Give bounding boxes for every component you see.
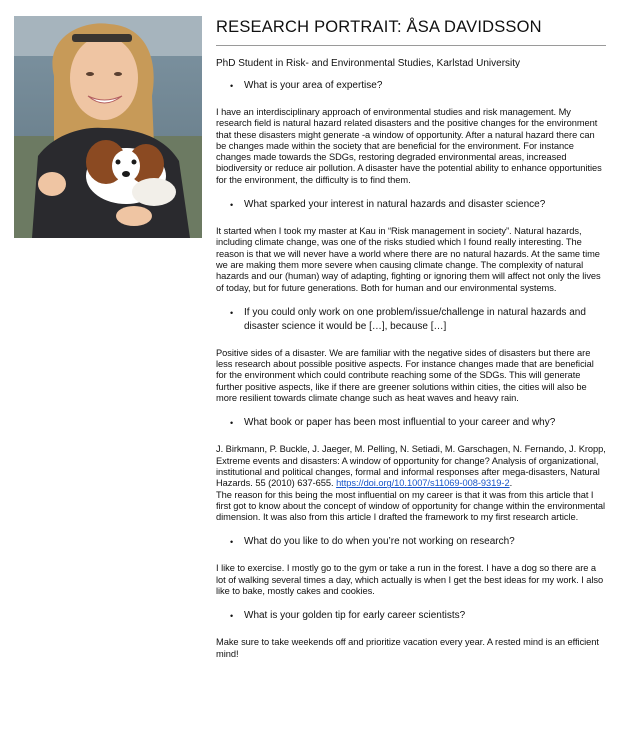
answer-3: Positive sides of a disaster. We are familiar with the negative sides of disasters but there are less research about possible positive aspects. For instance changes made that are beneficial for the environment which could contribute reaching some of the SDGs. This will generate further positive aspects, like if there are greener solutions within cities, the cities will also be more resilient towards climate change such as heat waves and heavy rain. — [216, 347, 594, 404]
doi-link[interactable]: https://doi.org/10.1007/s11069-008-9319-2 — [336, 478, 510, 489]
article-content — [216, 14, 606, 672]
answer-4: J. Birkmann, P. Buckle, J. Jaeger, M. Pelling, N. Setiadi, M. Garschagen, N. Fernando, J. Kropp, Extreme events and disasters: A window of opportunity for change? Analysis of organizational, institutional and political changes, formal and informal responses after mega-disasters, Natural Hazards. 55 (2010) 637-655. https://doi.org/10.1007/s11069-008-9319-2. — [216, 444, 606, 489]
question-2: • What sparked your interest in natural hazards and disaster science? — [216, 198, 606, 212]
answer-2: It started when I took my master at Kau in “Risk management in society”. Natural hazards, including climate change, was one of the risks studied which I found really interesting. The reason is that we will never have a world where there are no natural hazards. At the same time we are making them more severe when causing climate change. The complexity of natural hazards and our (human) way of adapting, fighting or ignoring them will affect not only the lives of today, but for future generations. Both for human and our environmental systems. — [216, 226, 601, 293]
question-6: • What is your golden tip for early career scientists? — [216, 609, 606, 623]
question-3: • If you could only work on one problem/issue/challenge in natural hazards and disaster science it would be […], because […] — [216, 306, 606, 334]
portrait-illustration — [14, 16, 202, 238]
answer-5: I like to exercise. I mostly go to the gym or take a run in the forest. I have a dog so there are a lot of walking several times a day, which actually is when I get the best ideas for my work. I also like to bake, mostly cakes and cookies. — [216, 563, 604, 597]
answer-6: Make sure to take weekends off and prioritize vacation every year. A rested mind is an efficient mind! — [216, 637, 599, 659]
question-4: • What book or paper has been most influential to your career and why? — [216, 416, 606, 430]
answer-4-extra: The reason for this being the most influential on my career is that it was from this article that I first got to know about the concept of window of opportunity for change within the environmental dimension. It was also from this article I drafted the framework to my first research article. — [216, 489, 606, 523]
answer-1: I have an interdisciplinary approach of environmental studies and risk management. My research field is natural hazard related disasters and the positive changes for the environment that these disasters might generate -a window of opportunity. After a natural hazard there can be changes made within the society that are beneficial for the environment. For instance changes made towards the SDGs, restoring degraded environmental areas, increased biodiversity or reduce air pollution. A disaster have the potential ability to enhance opportunities for the environment, the difficulty is to find them. — [216, 107, 602, 185]
question-1: • What is your area of expertise? — [216, 79, 606, 93]
subtitle: PhD Student in Risk- and Environmental Studies, Karlstad University — [216, 58, 521, 69]
portrait-photo — [14, 16, 202, 238]
page-title: RESEARCH PORTRAIT: ÅSA DAVIDSSON — [216, 14, 606, 46]
question-5: • What do you like to do when you’re not working on research? — [216, 535, 606, 549]
